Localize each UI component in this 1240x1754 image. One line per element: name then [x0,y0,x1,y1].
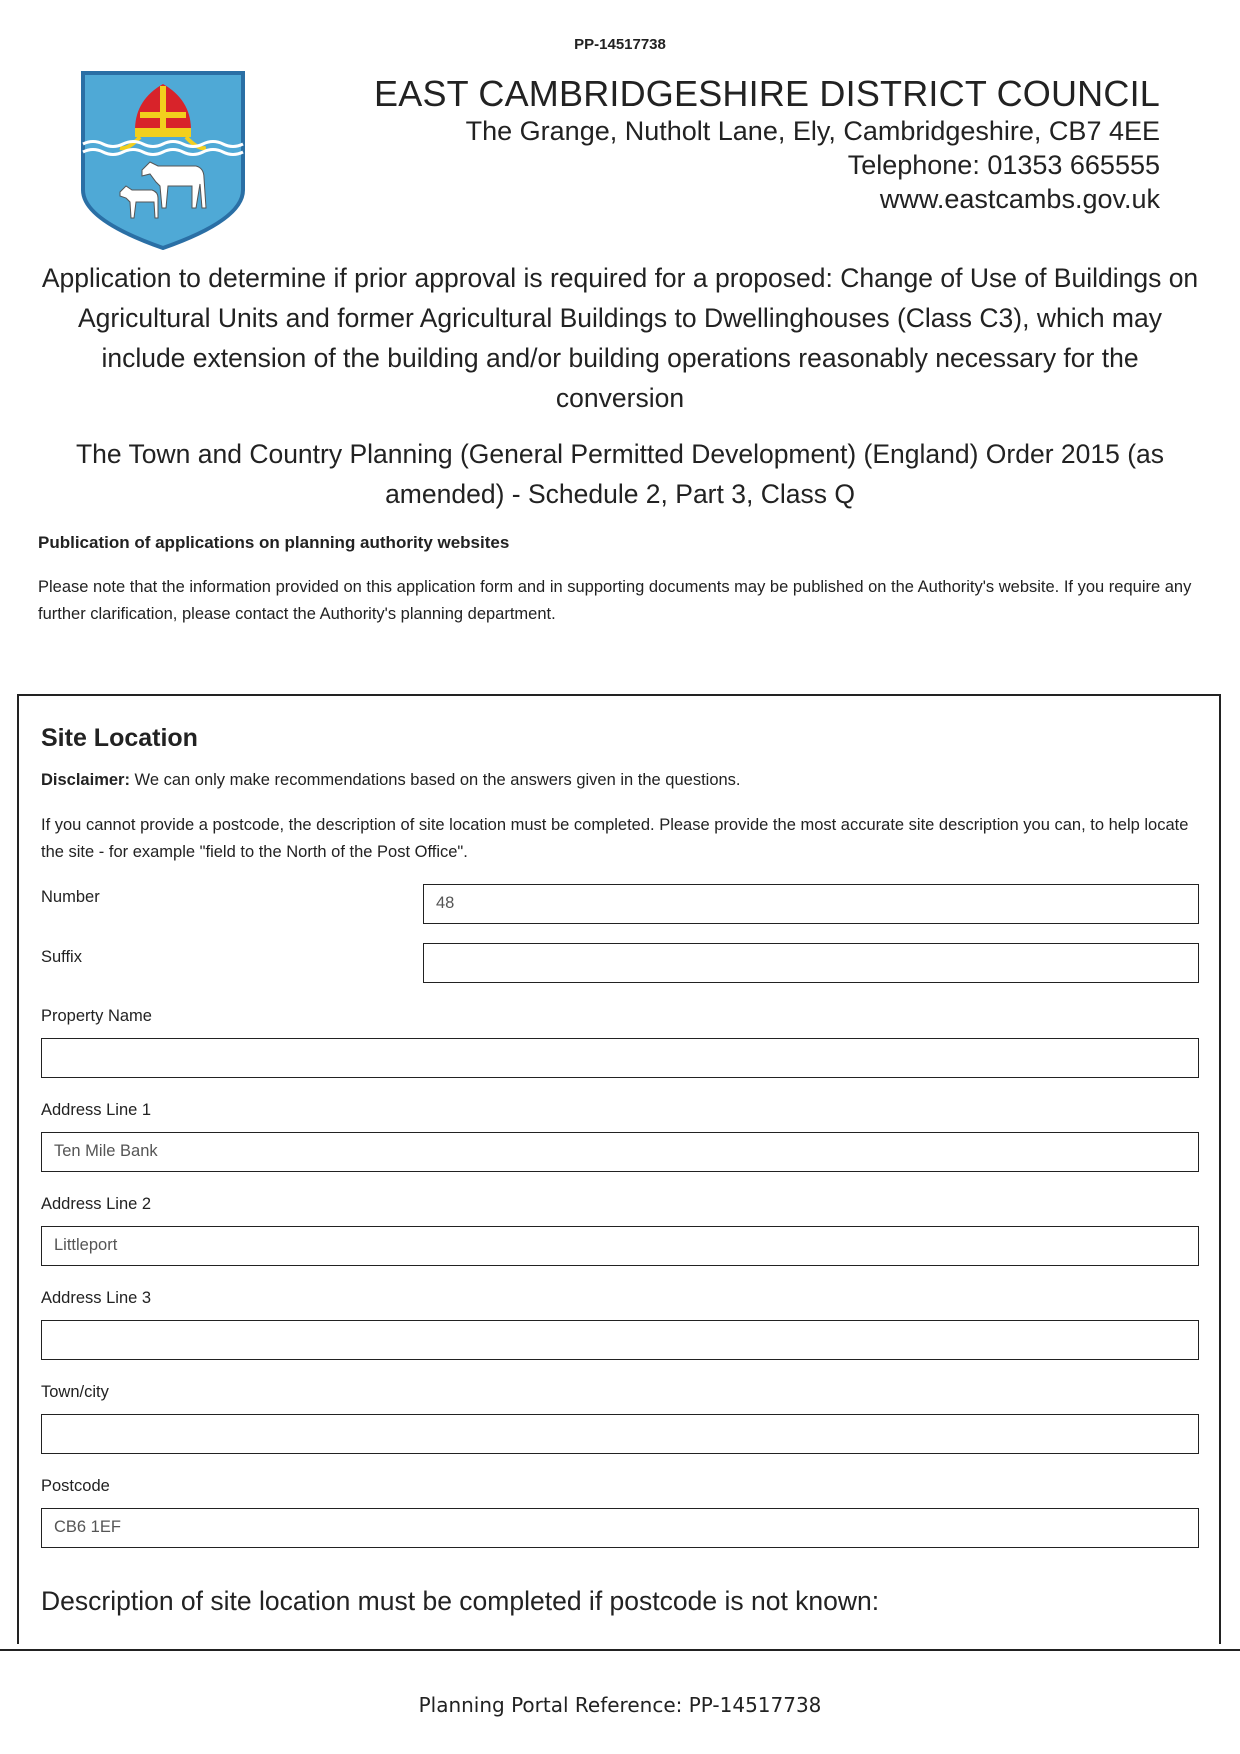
address-line-3-field[interactable] [41,1320,1199,1360]
council-website[interactable]: www.eastcambs.gov.uk [879,184,1160,214]
legislation-reference: The Town and Country Planning (General Permitted Development) (England) Order 2015 (as amended) - Schedule 2, Part 3, Class Q [75,439,1165,509]
address-line-2-field[interactable]: Littleport [41,1226,1199,1266]
council-crest-icon [80,70,246,250]
footer-divider [0,1649,1240,1651]
property-name-field[interactable] [41,1038,1199,1078]
address-line-1-field[interactable]: Ten Mile Bank [41,1132,1199,1172]
suffix-label: Suffix [41,948,82,966]
address-line-1-label: Address Line 1 [41,1101,152,1119]
publication-text: Please note that the information provided on this application form and in supporting documents may be published on the Authority's website. If you require any further clarification, please contact the Authority's planning department. [38,578,1192,623]
council-address: The Grange, Nutholt Lane, Ely, Cambridgeshire, CB7 4EE [465,116,1160,146]
application-title: Application to determine if prior approval is required for a proposed: Change of Use of Buildings on Agricultural Units and former Agricultural Buildings to Dwellinghouses (Class C3), which may include extension of the building and/or building operations reasonably necessary for the conversion [41,263,1199,413]
description-heading: Description of site location must be completed if postcode is not known: [41,1586,880,1616]
disclaimer-text: We can only make recommendations based on the answers given in the questions. [129,771,741,789]
publication-heading: Publication of applications on planning authority websites [38,533,510,552]
postcode-field[interactable]: CB6 1EF [41,1508,1199,1548]
property-name-label: Property Name [41,1007,152,1025]
postcode-label: Postcode [41,1477,110,1495]
town-city-field[interactable] [41,1414,1199,1454]
document-reference: PP-14517738 [574,36,666,53]
council-telephone: Telephone: 01353 665555 [847,150,1160,180]
council-header [374,74,1160,216]
site-location-section [17,694,1221,1644]
site-instructions: If you cannot provide a postcode, the description of site location must be completed. Please provide the most accurate site description you can, to help locate the site - for example "field to the North of the Post Office". [41,816,1189,861]
town-city-label: Town/city [41,1383,109,1401]
address-line-2-label: Address Line 2 [41,1195,152,1213]
footer-reference: Planning Portal Reference: PP-14517738 [418,1693,822,1717]
number-field[interactable]: 48 [423,884,1199,924]
address-line-3-label: Address Line 3 [41,1289,152,1307]
section-title: Site Location [41,724,198,752]
number-label: Number [41,888,100,906]
council-name: EAST CAMBRIDGESHIRE DISTRICT COUNCIL [374,73,1160,114]
disclaimer [41,771,741,790]
disclaimer-label: Disclaimer: [41,771,130,789]
suffix-field[interactable] [423,943,1199,983]
